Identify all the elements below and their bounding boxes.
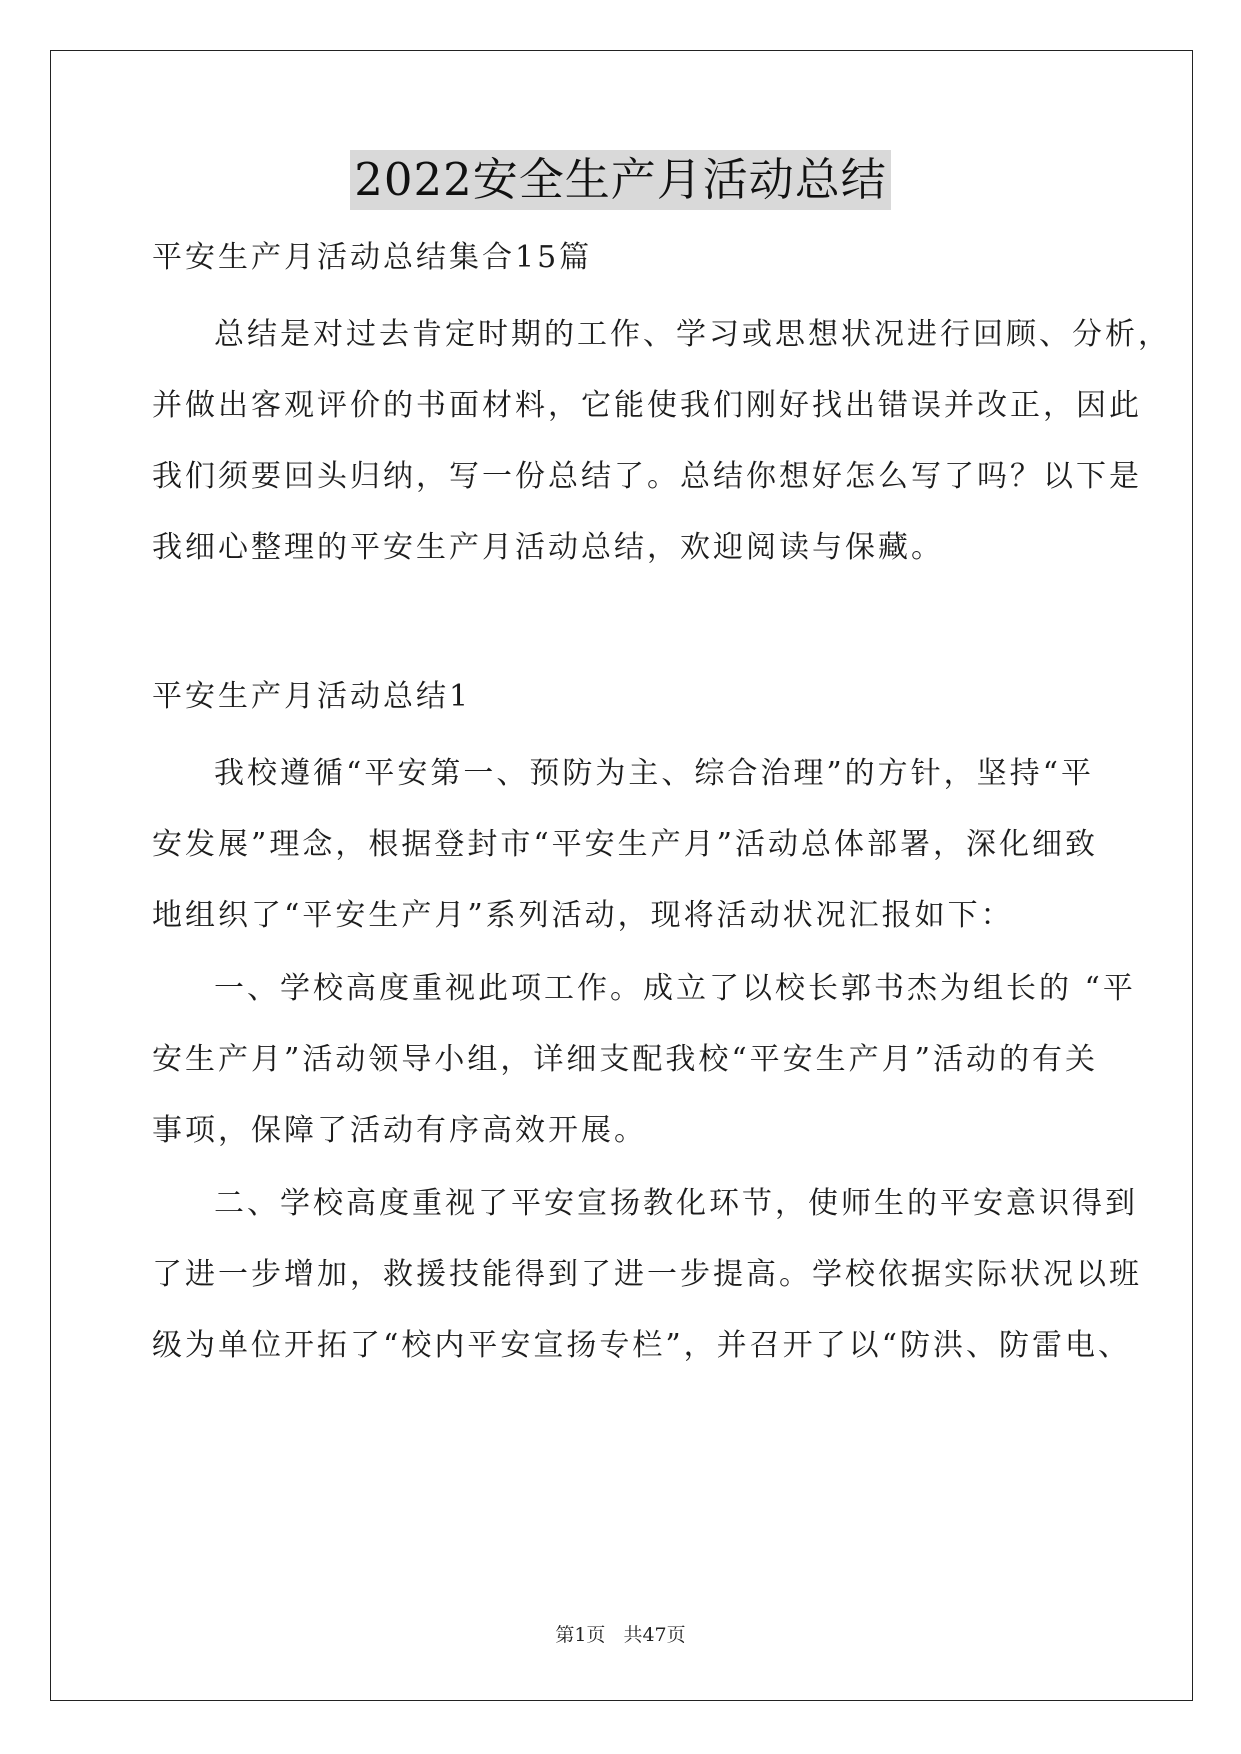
- page-total: 共47页: [623, 1624, 686, 1646]
- page-footer: [0, 1620, 1241, 1647]
- paragraph-line: 地组织了“平安生产月”系列活动，现将活动状况汇报如下：: [152, 898, 1014, 933]
- paragraph-line: 级为单位开拓了“校内平安宣扬专栏”，并召开了以“防洪、防雷电、: [152, 1328, 1132, 1363]
- paragraph-line: 安发展”理念，根据登封市“平安生产月”活动总体部署，深化细致: [152, 827, 1099, 862]
- paragraph-line: 并做出客观评价的书面材料，它能使我们刚好找出错误并改正，因此: [152, 388, 1142, 423]
- section-heading: 平安生产月活动总结1: [152, 679, 472, 714]
- page-number: 第1页: [555, 1624, 606, 1646]
- paragraph-line: 了进一步增加，救援技能得到了进一步提高。学校依据实际状况以班: [152, 1257, 1142, 1292]
- paragraph-line: 二、学校高度重视了平安宣扬教化环节，使师生的平安意识得到: [214, 1186, 1138, 1221]
- paragraph-line: 我细心整理的平安生产月活动总结，欢迎阅读与保藏。: [152, 530, 944, 565]
- page-border: [50, 50, 1193, 1701]
- paragraph-line: 总结是对过去肯定时期的工作、学习或思想状况进行回顾、分析，: [214, 317, 1171, 352]
- paragraph-line: 一、学校高度重视此项工作。成立了以校长郭书杰为组长的 “平: [214, 971, 1136, 1006]
- document-title: 2022安全生产月活动总结: [350, 150, 891, 210]
- paragraph-line: 我校遵循“平安第一、预防为主、综合治理”的方针，坚持“平: [214, 756, 1095, 791]
- paragraph-line: 事项，保障了活动有序高效开展。: [152, 1113, 647, 1148]
- paragraph-line: 我们须要回头归纳，写一份总结了。总结你想好怎么写了吗？以下是: [152, 459, 1142, 494]
- subtitle-line: 平安生产月活动总结集合15篇: [152, 240, 593, 275]
- paragraph-line: 安生产月”活动领导小组，详细支配我校“平安生产月”活动的有关: [152, 1042, 1099, 1077]
- title-container: [0, 150, 1241, 210]
